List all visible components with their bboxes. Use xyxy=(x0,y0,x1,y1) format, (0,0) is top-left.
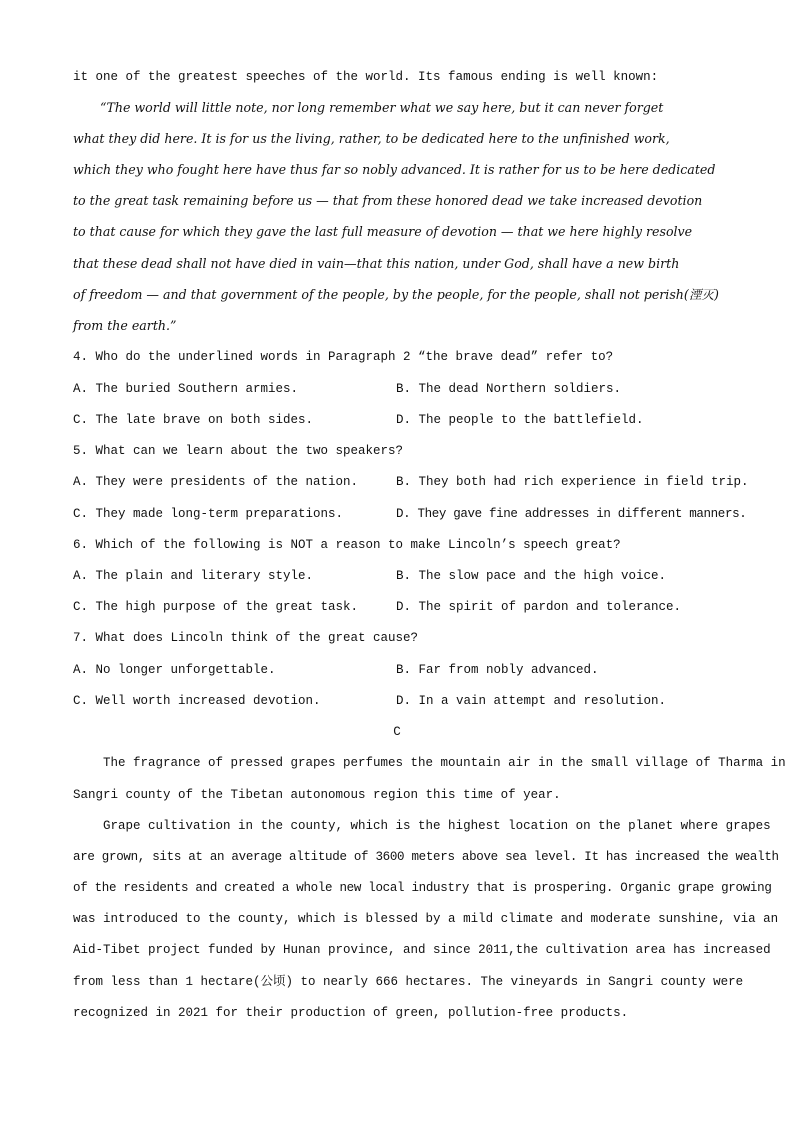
quote-line: from the earth.” xyxy=(73,318,177,333)
option-d: D. In a vain attempt and resolution. xyxy=(396,694,667,708)
question-stem: 6. Which of the following is NOT a reason to make Lincoln’s speech great? xyxy=(73,538,621,552)
option-a: A. The buried Southern armies. xyxy=(73,382,299,396)
quote-line: to that cause for which they gave the last full measure of devotion — that we here highly resolve xyxy=(73,224,693,239)
option-c: C. The late brave on both sides. xyxy=(73,413,314,427)
quote-line: which they who fought here have thus far so nobly advanced. It is rather for us to be here dedicated xyxy=(73,162,716,177)
quote-line: that these dead shall not have died in vain—that this nation, under God, shall have a new birth xyxy=(73,256,680,271)
passage-line: Aid-Tibet project funded by Hunan province, and since 2011,the cultivation area has increased xyxy=(73,943,771,957)
intro-line: it one of the greatest speeches of the world. Its famous ending is well known: xyxy=(73,70,659,84)
option-d: D. The people to the battlefield. xyxy=(396,413,644,427)
question-stem: 5. What can we learn about the two speakers? xyxy=(73,444,404,458)
question-stem: 4. Who do the underlined words in Paragraph 2 “the brave dead” refer to? xyxy=(73,350,614,364)
option-b: B. Far from nobly advanced. xyxy=(396,663,599,677)
option-a: A. They were presidents of the nation. xyxy=(73,475,359,489)
option-c: C. The high purpose of the great task. xyxy=(73,600,359,614)
option-a: A. The plain and literary style. xyxy=(73,569,314,583)
quote-line: of freedom — and that government of the people, by the people, for the people, shall not perish(湮灭) xyxy=(73,287,719,302)
option-a: A. No longer unforgettable. xyxy=(73,663,276,677)
passage-line: The fragrance of pressed grapes perfumes the mountain air in the small village of Tharma in xyxy=(73,756,786,770)
option-c: C. They made long-term preparations. xyxy=(73,507,344,521)
option-b: B. The slow pace and the high voice. xyxy=(396,569,667,583)
passage-line: recognized in 2021 for their production of green, pollution-free products. xyxy=(73,1006,629,1020)
quote-line: what they did here. It is for us the living, rather, to be dedicated here to the unfinished work, xyxy=(73,131,670,146)
option-c: C. Well worth increased devotion. xyxy=(73,694,321,708)
option-b: B. They both had rich experience in field trip. xyxy=(396,475,749,489)
passage-line: of the residents and created a whole new local industry that is prospering. Organic grape growing xyxy=(73,881,772,895)
passage-line: Sangri county of the Tibetan autonomous region this time of year. xyxy=(73,788,561,802)
option-d: D. The spirit of pardon and tolerance. xyxy=(396,600,682,614)
passage-line: are grown, sits at an average altitude of 3600 meters above sea level. It has increased the wealth xyxy=(73,850,779,864)
quote-line: “The world will little note, nor long remember what we say here, but it can never forget xyxy=(100,100,664,115)
option-b: B. The dead Northern soldiers. xyxy=(396,382,622,396)
option-d: D. They gave fine addresses in different manners. xyxy=(396,507,747,521)
passage-line: Grape cultivation in the county, which is the highest location on the planet where grapes xyxy=(73,819,771,833)
quote-line: to the great task remaining before us — that from these honored dead we take increased devotion xyxy=(73,193,703,208)
section-label: C xyxy=(393,725,401,739)
passage-line: from less than 1 hectare(公顷) to nearly 666 hectares. The vineyards in Sangri county were xyxy=(73,975,744,989)
question-stem: 7. What does Lincoln think of the great cause? xyxy=(73,631,419,645)
passage-line: was introduced to the county, which is blessed by a mild climate and moderate sunshine, via an xyxy=(73,912,779,926)
